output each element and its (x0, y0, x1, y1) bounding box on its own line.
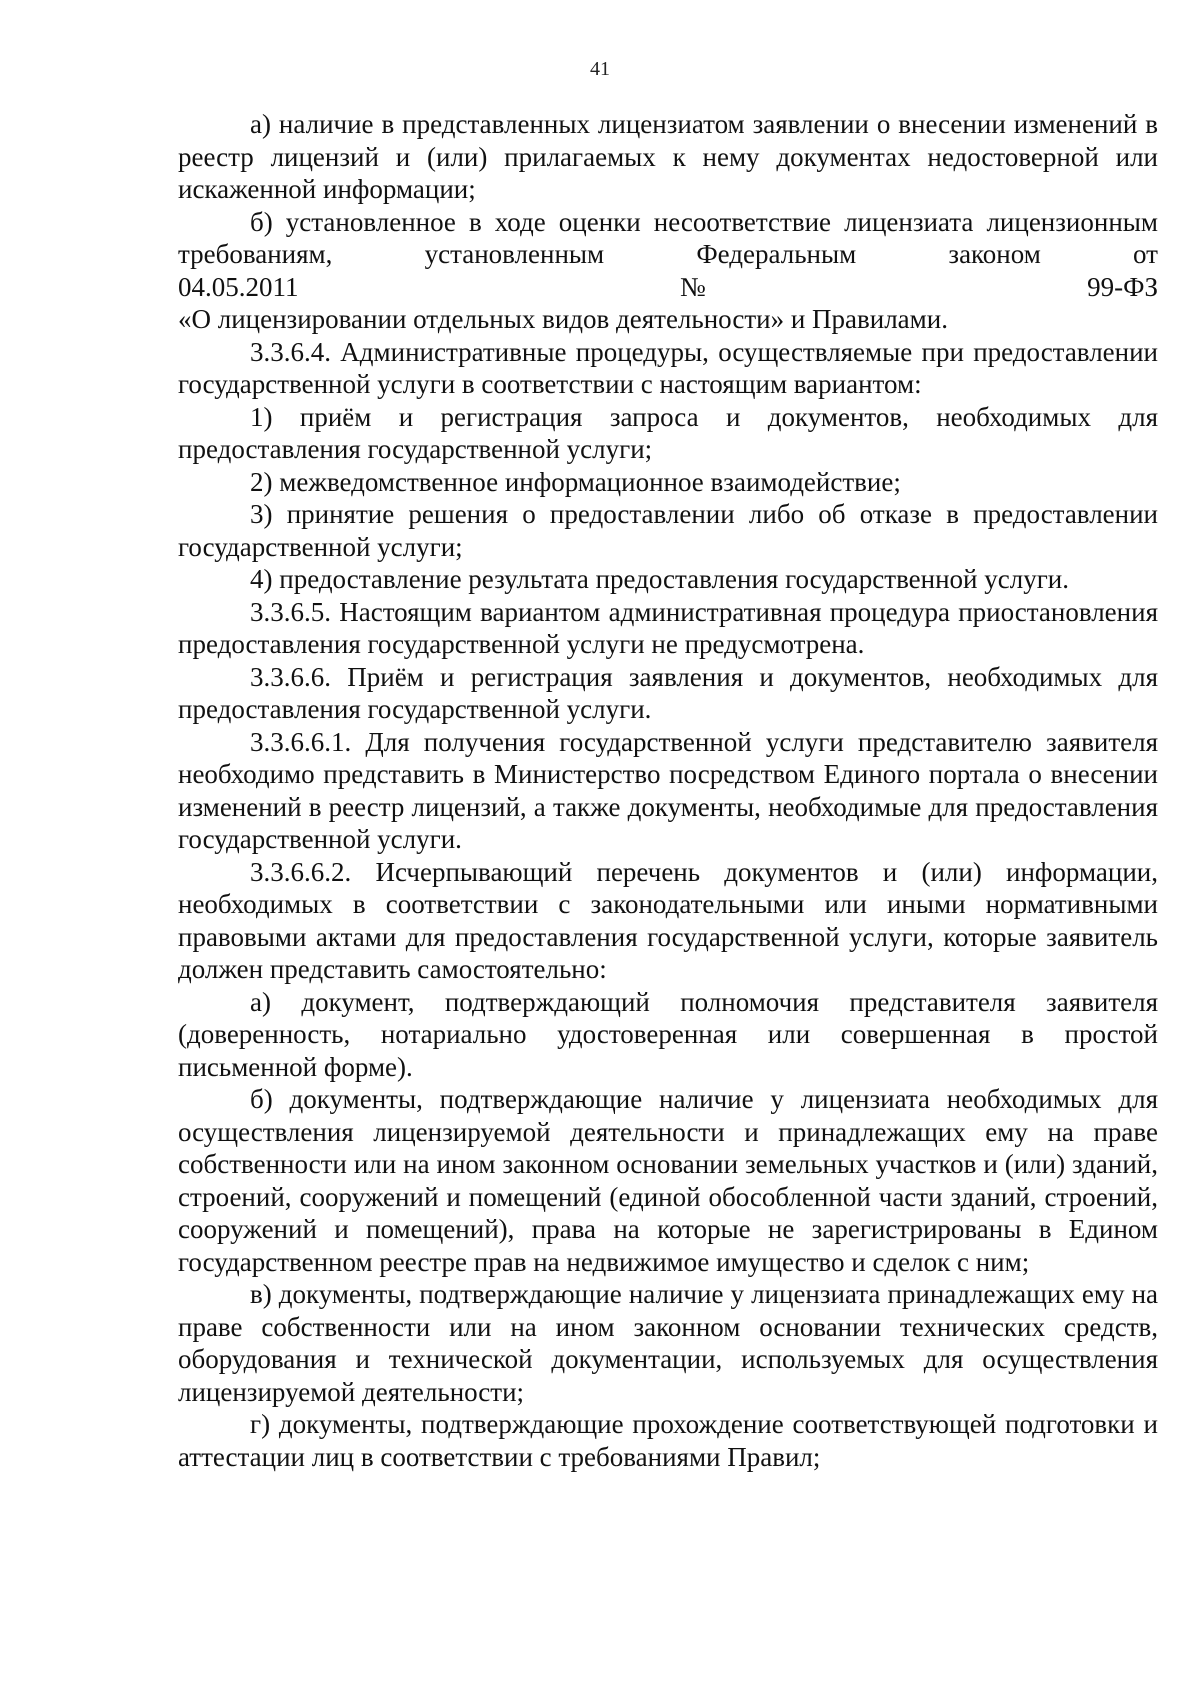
paragraph-document-v: в) документы, подтверждающие наличие у лицензиата принадлежащих ему на праве собственности или на ином законном основании технических средств, оборудования и технической документации, используемых для осуществления лицензируемой деятельности; (178, 1279, 1158, 1407)
law-date: 04.05.2011 (178, 271, 299, 302)
paragraph-document-a: а) документ, подтверждающий полномочия представителя заявителя (доверенность, нотариально удостоверенная или совершенная в простой письменной форме). (178, 986, 1158, 1082)
paragraph-document-g: г) документы, подтверждающие прохождение соответствующей подготовки и аттестации лиц в соответствии с требованиями Правил; (178, 1409, 1158, 1472)
paragraph-step-4: 4) предоставление результата предоставления государственной услуги. (250, 564, 1069, 594)
law-number: 99-ФЗ (1087, 271, 1158, 302)
paragraph-3-3-6-4: 3.3.6.4. Административные процедуры, осуществляемые при предоставлении государственной услуги в соответствии с настоящим вариантом: (178, 336, 1158, 399)
paragraph-step-1: 1) приём и регистрация запроса и документов, необходимых для предоставления государственной услуги; (178, 401, 1158, 464)
law-number-sign: № (679, 271, 706, 302)
paragraph-step-2: 2) межведомственное информационное взаимодействие; (250, 466, 901, 497)
paragraph-law-title: «О лицензировании отдельных видов деятельности» и Правилами. (178, 304, 948, 334)
paragraph-a-change-register: а) наличие в представленных лицензиатом заявлении о внесении изменений в реестр лицензий и (или) прилагаемых к нему документах недостоверной или искаженной информации; (178, 109, 1158, 204)
paragraph-3-3-6-6-2: 3.3.6.6.2. Исчерпывающий перечень документов и (или) информации, необходимых в соответствии с законодательными или иными нормативными правовыми актами для предоставления государственной услуги, которые заявитель должен представить самостоятельно: (178, 856, 1158, 984)
law-reference-line (178, 271, 1158, 304)
paragraph-3-3-6-6: 3.3.6.6. Приём и регистрация заявления и документов, необходимых для предоставления государственной услуги. (178, 661, 1158, 724)
paragraph-3-3-6-6-1: 3.3.6.6.1. Для получения государственной услуги представителю заявителя необходимо представить в Министерство посредством Единого портала о внесении изменений в реестр лицензий, а также документы, необходимые для предоставления государственной услуги. (178, 726, 1158, 854)
paragraph-3-3-6-5: 3.3.6.5. Настоящим вариантом административная процедура приостановления предоставления государственной услуги не предусмотрена. (178, 596, 1158, 659)
paragraph-b-noncompliance: б) установленное в ходе оценки несоответствие лицензиата лицензионным требованиям, установленным Федеральным законом от (178, 206, 1158, 269)
paragraph-document-b: б) документы, подтверждающие наличие у лицензиата необходимых для осуществления лицензируемой деятельности и принадлежащих ему на праве собственности или на ином законном основании земельных участков и (или) зданий, строений, сооружений и помещений (единой обособленной части зданий, строений, сооружений и помещений), права на которые не зарегистрированы в Едином государственном реестре прав на недвижимое имущество и сделок с ним; (178, 1084, 1158, 1277)
document-body (178, 108, 1158, 1473)
paragraph-step-3: 3) принятие решения о предоставлении либо об отказе в предоставлении государственной услуги; (178, 499, 1158, 562)
page-number: 41 (590, 58, 610, 80)
